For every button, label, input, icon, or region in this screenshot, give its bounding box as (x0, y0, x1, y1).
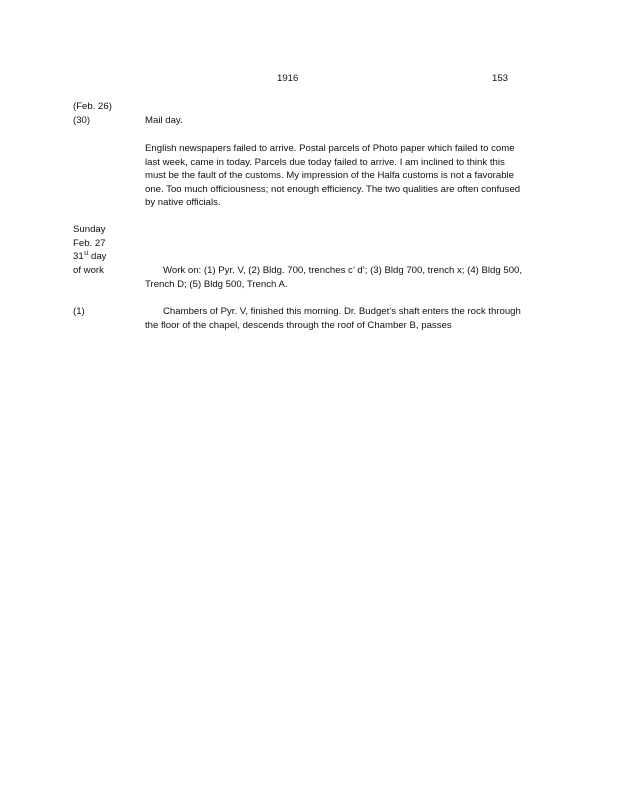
paragraph-line: the floor of the chapel, descends through the roof of Chamber B, passes (145, 319, 452, 331)
paragraph-line: Chambers of Pyr. V, finished this morning. Dr. Budget’s shaft enters the rock through (163, 306, 521, 317)
entry-mail-day-paragraph (145, 142, 545, 210)
entry-chambers-paragraph (145, 305, 545, 332)
paragraph-line: Work on: (1) Pyr. V, (2) Bldg. 700, trenches c’ d’; (3) Bldg 700, trench x; (4) Bldg 500, (163, 265, 523, 276)
margin-work-day: 31st day (73, 251, 107, 263)
margin-date: (Feb. 26) (73, 101, 112, 112)
paragraph-line: by native officials. (145, 197, 221, 209)
paragraph-line: Trench D; (5) Bldg 500, Trench A. (145, 278, 288, 290)
margin-note-feb-27 (73, 223, 143, 277)
paragraph-line: Mail day. (145, 115, 183, 126)
header-year: 1916 (277, 73, 299, 84)
paragraph-line: must be the fault of the customs. My impression of the Halfa customs is not a favorable (145, 170, 514, 182)
margin-item-number: (1) (73, 306, 85, 317)
margin-day-number: (30) (73, 114, 91, 126)
margin-date: Feb. 27 (73, 237, 106, 249)
paragraph-line: English newspapers failed to arrive. Postal parcels of Photo paper which failed to come (145, 143, 515, 154)
entry-mail-day-heading (145, 114, 545, 128)
header-page-number: 153 (492, 73, 509, 84)
paragraph-line: last week, came in today. Parcels due today failed to arrive. I am inclined to think this (145, 156, 505, 168)
paragraph-line: one. Too much officiousness; not enough efficiency. The two qualities are often confused (145, 183, 521, 195)
margin-weekday: Sunday (73, 224, 106, 235)
margin-note-item-1 (73, 305, 143, 319)
margin-note-feb-26 (73, 100, 143, 127)
margin-of-work: of work (73, 264, 104, 276)
entry-work-on-paragraph (145, 264, 545, 291)
